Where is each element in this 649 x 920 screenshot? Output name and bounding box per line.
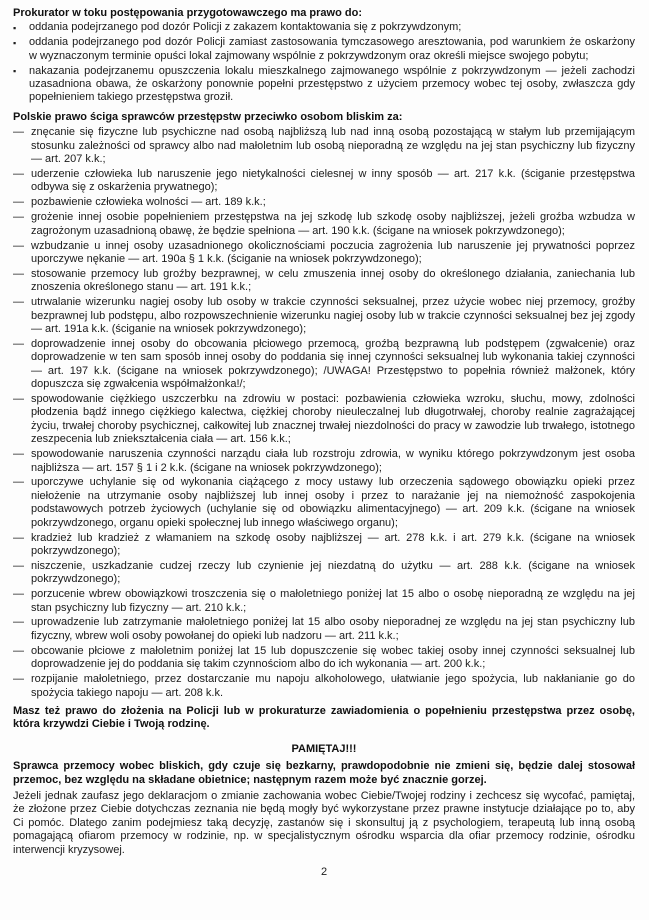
dash-bullet-icon: —: [13, 448, 24, 461]
square-bullet-icon: ▪: [13, 22, 17, 33]
list-item-text: pozbawienie człowieka wolności — art. 189 k.k.;: [31, 196, 266, 209]
remember-warning-paragraph: Sprawca przemocy wobec bliskich, gdy czuje się bezkarny, prawdopodobnie nie zmieni się, będzie dalej stosował przemoc, bez względu na składane obietnice; następnym razem może być znacznie gorzej.: [13, 760, 635, 786]
list-item-text: spowodowanie naruszenia czynności narządu ciała lub rozstroju zdrowia, w wyniku którego pokrzywdzonym jest osoba najbliższa — art. 157 § 1 i 2 k.k. (ścigane na wniosek pokrzywdzonego);: [31, 448, 635, 474]
dash-bullet-icon: —: [13, 239, 24, 252]
list-item-text: niszczenie, uszkadzanie cudzej rzeczy lub czynienie jej niezdatną do użytku — art. 288 k.k. (ścigane na wniosek pokrzywdzonego);: [31, 559, 635, 586]
list-item-text: grożenie innej osobie popełnieniem przestępstwa na jej szkodę lub szkodę osoby najbliższej, jeżeli groźba wzbudza w zagrożonym uzasadnioną obawę, że będzie spełniona — art. 190 k.k. (ścigane na wniosek pokrzywdzonego);: [31, 211, 635, 237]
dash-bullet-icon: —: [13, 296, 24, 309]
list-item: [13, 532, 635, 559]
remember-advice-paragraph: Jeżeli jednak zaufasz jego deklaracjom o zmianie zachowania wobec Ciebie/Twojej rodziny i zechcesz się wycofać, pamiętaj, że złożone przez Ciebie dotychczas zeznania nie będą mogły być wykorzystane przez prawne instytucje działające po to, aby Ci pomóc. Dlatego zanim podejmiesz taką decyzję, zastanów się i skonsultuj ją z psychologiem, terapeutą lub inną osobą pomagającą ofiarom przemocy w rodzinie, np. w specjalistycznym ośrodku wsparcia dla ofiar przemocy rodzinie, ośrodku interwencji kryzysowej.: [13, 789, 635, 856]
list-item-text: oddania podejrzanego pod dozór Policji zamiast zastosowania tymczasowego aresztowania, pod warunkiem że oskarżony w wyznaczonym terminie opuści lokal zajmowany wspólnie z pokrzywdzonym oraz określi miejsce swojego pobytu;: [29, 36, 635, 62]
list-item-text: stosowanie przemocy lub groźby bezprawnej, w celu zmuszenia innej osoby do określonego działania, zaniechania lub znoszenia określonego stanu — art. 191 k.k.;: [31, 267, 635, 294]
dash-bullet-icon: —: [13, 673, 24, 686]
list-item-text: spowodowanie ciężkiego uszczerbku na zdrowiu w postaci: pozbawienia człowieka wzroku, słuchu, mowy, zdolności płodzenia bądź innego ciężkiego kalectwa, ciężkiej choroby nieuleczalnej lub długotrwałej, choroby realnie zagrażającej życiu, trwałej choroby psychicznej, całkowitej lub znacznej trwałej niezdolności do pracy w zawodzie lub trwałego, istotnego zeszpecenia lub zniekształcenia ciała — art. 156 k.k.;: [31, 392, 635, 446]
dash-bullet-icon: —: [13, 392, 24, 405]
list-item-text: utrwalanie wizerunku nagiej osoby lub osoby w trakcie czynności seksualnej, przez użycie wobec niej przemocy, groźby bezprawnej lub podstępu, albo rozpowszechnienie wizerunku nagiej osoby lub w trakcie czynności seksualnej bez jej zgody — art. 191a k.k. (ściganie na wniosek pokrzywdzonego);: [31, 296, 635, 335]
prosecutor-rights-list: [13, 21, 635, 104]
remember-title: PAMIĘTAJ!!!: [291, 742, 357, 755]
list-item: [13, 476, 635, 530]
dash-bullet-icon: —: [13, 476, 24, 489]
list-item-text: nakazania podejrzanemu opuszczenia lokalu mieszkalnego zajmowanego wspólnie z pokrzywdzonym — jeżeli zachodzi uzasadniona obawa, że oskarżony ponownie popełni przestępstwo z użyciem przemocy wobec tej osoby, zwłaszcza gdy popełnieniem takiego przestępstwa groził.: [29, 64, 635, 104]
list-item: [13, 673, 635, 700]
dash-bullet-icon: —: [13, 267, 24, 280]
list-item-text: obcowanie płciowe z małoletnim poniżej lat 15 lub dopuszczenie się wobec takiej osoby innej czynności seksualnej lub doprowadzenie jej do poddania się takim czynnościom albo do ich wykonania — art. 200 k.k.;: [31, 644, 635, 671]
list-item-text: znęcanie się fizyczne lub psychiczne nad osobą najbliższą lub nad inną osobą pozostającą w stałym lub przemijającym stosunku zależności od sprawcy albo nad małoletnim lub osobą nieporadną ze względu na jej stan psychiczny lub fizyczny — art. 207 k.k.;: [31, 126, 635, 166]
list-item-text: uderzenie człowieka lub naruszenie jego nietykalności cielesnej w inny sposób — art. 217 k.k. (ściganie przestępstwa odbywa się z oskarżenia prywatnego);: [31, 167, 635, 194]
dash-bullet-icon: —: [13, 196, 24, 209]
dash-bullet-icon: —: [13, 126, 24, 139]
list-item: [13, 268, 635, 295]
list-item: [13, 338, 635, 392]
dash-bullet-icon: —: [13, 559, 24, 572]
prosecutor-section-heading: Prokurator w toku postępowania przygotowawczego ma prawo do:: [13, 7, 362, 19]
list-item: [13, 240, 635, 267]
list-item: [13, 21, 635, 34]
list-item: [13, 560, 635, 587]
list-item: [13, 616, 635, 643]
list-item: [13, 211, 635, 238]
dash-bullet-icon: —: [13, 167, 24, 180]
list-item-text: rozpijanie małoletniego, przez dostarczanie mu napoju alkoholowego, ułatwianie jego spożycia, lub nakłanianie go do spożycia takiego napoju — art. 208 k.k.: [31, 673, 635, 699]
list-item: [13, 36, 635, 63]
dash-bullet-icon: —: [13, 616, 24, 629]
list-item: [13, 448, 635, 475]
square-bullet-icon: ▪: [13, 37, 17, 48]
list-item-text: kradzież lub kradzież z włamaniem na szkodę osoby najbliższej — art. 278 k.k. i art. 279 k.k. (ścigane na wniosek pokrzywdzonego);: [31, 531, 635, 557]
report-right-paragraph: Masz też prawo do złożenia na Policji lub w prokuraturze zawiadomienia o popełnieniu przestępstwa przez osobę, która krzywdzi Ciebie i Twoją rodzinę.: [13, 704, 635, 731]
list-item: [13, 126, 635, 166]
list-item: [13, 168, 635, 195]
list-item: [13, 196, 635, 209]
dash-bullet-icon: —: [13, 531, 24, 544]
list-item: [13, 393, 635, 447]
list-item-text: porzucenie wbrew obowiązkowi troszczenia się o małoletniego poniżej lat 15 albo o osobę nieporadną ze względu na jej stan psychiczny lub fizyczny — art. 210 k.k.;: [31, 588, 635, 614]
dash-bullet-icon: —: [13, 211, 24, 224]
list-item-text: wzbudzanie u innej osoby uzasadnionego okolicznościami poczucia zagrożenia lub naruszenie jej prywatności poprzez uporczywe nękanie — art. 190a § 1 k.k. (ściganie na wniosek pokrzywdzonego);: [31, 239, 635, 265]
crimes-section-heading: Polskie prawo ściga sprawców przestępstw przeciwko osobom bliskim za:: [13, 110, 403, 123]
list-item: [13, 645, 635, 672]
crimes-list: [13, 126, 635, 700]
page-number: 2: [320, 865, 328, 878]
list-item: [13, 65, 635, 105]
list-item-text: oddania podejrzanego pod dozór Policji z zakazem kontaktowania się z pokrzywdzonym;: [29, 21, 462, 34]
list-item-text: doprowadzenie innej osoby do obcowania płciowego przemocą, groźbą bezprawną lub podstępem (zgwałcenie) oraz doprowadzenie w ten sam sposób innej osoby do poddania się innej czynności seksualnej lub wykonania takiej czynności — art. 197 k.k. (ścigane na wniosek pokrzywdzonego); /UWAGA! Przestępstwo to popełnia również małżonek, który dopuszcza się zgwałcenia współmałżonka!/;: [31, 337, 635, 391]
list-item-text: uprowadzenie lub zatrzymanie małoletniego poniżej lat 15 albo osoby nieporadnej ze względu na jej stan psychiczny lub fizyczny, wbrew woli osoby powołanej do opieki lub nadzoru — art. 211 k.k.;: [31, 616, 635, 642]
list-item: [13, 296, 635, 336]
dash-bullet-icon: —: [13, 337, 24, 350]
square-bullet-icon: ▪: [13, 66, 17, 77]
dash-bullet-icon: —: [13, 588, 24, 601]
dash-bullet-icon: —: [13, 644, 24, 657]
list-item: [13, 588, 635, 615]
list-item-text: uporczywe uchylanie się od wykonania ciążącego z mocy ustawy lub orzeczenia sądowego obowiązku opieki przez niełożenie na utrzymanie osoby najbliższej lub innej osoby i przez to narażanie jej na niemożność zaspokojenia podstawowych potrzeb życiowych (uchylanie się od obowiązku alimentacyjnego) — art. 209 k.k. (ścigane na wniosek pokrzywdzonego, organu opieki społecznej lub innego właściwego organu);: [31, 476, 635, 529]
